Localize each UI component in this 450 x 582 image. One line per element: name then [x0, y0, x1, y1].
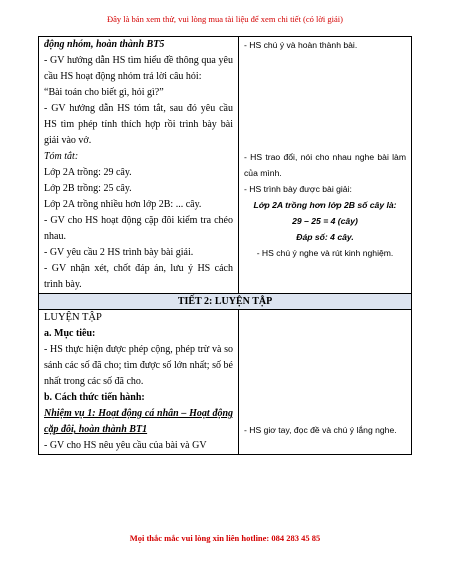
table-row: [39, 294, 412, 310]
teacher-activity-cell: [39, 37, 239, 294]
section-title: TIẾT 2: LUYỆN TẬP: [177, 296, 273, 307]
objective-label: a. Mục tiêu:: [44, 328, 96, 339]
student-response: - HS giơ tay, đọc đề và chú ý lắng nghe.: [244, 425, 397, 435]
instruction-text: - GV nhận xét, chốt đáp án, lưu ý HS cách trình bày.: [44, 263, 233, 290]
section-header: [39, 294, 412, 310]
method-label: b. Cách thức tiến hành:: [44, 392, 145, 403]
student-response: - HS trao đổi, nói cho nhau nghe bài làm của mình.: [244, 152, 406, 178]
instruction-text: - GV hướng dẫn HS tóm tắt, sau đó yêu cầu HS tìm phép tính thích hợp rồi trình bày bài giải vào vở.: [44, 103, 233, 146]
solution-answer: Đáp số: 4 cây.: [296, 232, 354, 242]
instruction-text: - GV hướng dẫn HS tìm hiểu đề thông qua yêu cầu HS hoạt động nhóm trả lời câu hỏi:: [44, 55, 233, 82]
lesson-plan-table: [38, 36, 412, 455]
instruction-text: - GV yêu cầu 2 HS trình bày bài giải.: [44, 247, 194, 258]
summary-line: Lớp 2B trồng: 25 cây.: [44, 183, 132, 194]
student-activity-cell: [239, 37, 412, 294]
summary-line: Lớp 2A trồng nhiều hơn lớp 2B: ... cây.: [44, 199, 202, 210]
teacher-activity-cell: [39, 310, 239, 455]
task-title: Nhiệm vụ 1: Hoạt động cá nhân – Hoạt động cặp đôi, hoàn thành BT1: [44, 408, 233, 435]
activity-heading: LUYỆN TẬP: [44, 312, 102, 323]
solution-calculation: 29 – 25 = 4 (cây): [292, 216, 358, 226]
question-quote: “Bài toán cho biết gì, hỏi gì?”: [44, 87, 164, 98]
table-row: [39, 310, 412, 455]
student-response: - HS chú ý nghe và rút kinh nghiệm.: [256, 248, 394, 258]
hotline-footer: Mọi thắc mắc vui lòng xin liên hotline: 084 283 45 85: [129, 533, 321, 543]
instruction-text: - GV cho HS hoạt động cặp đôi kiểm tra chéo nhau.: [44, 215, 233, 242]
spacer: [244, 310, 406, 422]
task-continuation: động nhóm, hoàn thành BT5: [44, 39, 165, 50]
spacer: [244, 53, 406, 149]
preview-notice: Đây là bản xem thử, vui lòng mua tài liệu để xem chi tiết (có lời giải): [107, 14, 343, 24]
summary-line: Lớp 2A trồng: 29 cây.: [44, 167, 132, 178]
summary-label: Tóm tắt:: [44, 151, 79, 162]
student-response: - HS trình bày được bài giải:: [244, 184, 352, 194]
table-row: [39, 37, 412, 294]
solution-line: Lớp 2A trồng hơn lớp 2B số cây là:: [253, 200, 397, 210]
objective-text: - HS thực hiện được phép cộng, phép trừ và so sánh các số đã cho; tìm được số lớn nhất; số bé nhất trong các số đã cho.: [44, 344, 233, 387]
student-activity-cell: [239, 310, 412, 455]
instruction-text: - GV cho HS nêu yêu cầu của bài và GV: [44, 440, 207, 451]
student-response: - HS chú ý và hoàn thành bài.: [244, 40, 358, 50]
